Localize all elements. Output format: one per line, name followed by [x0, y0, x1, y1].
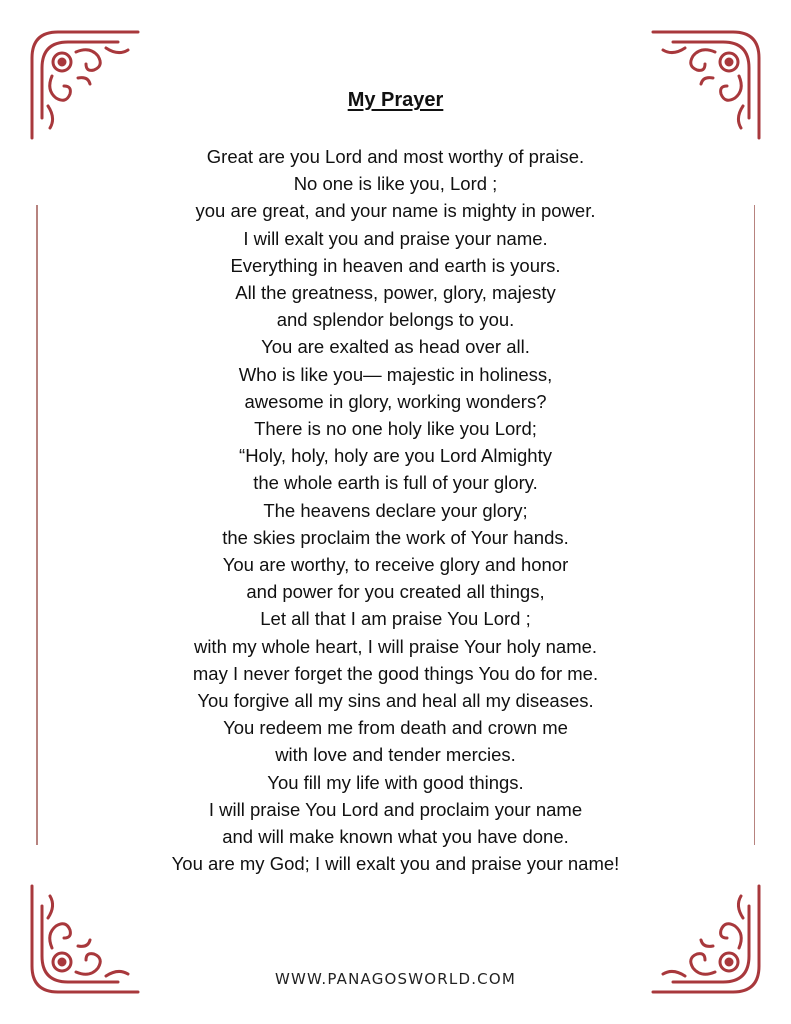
- prayer-line: You forgive all my sins and heal all my diseases.: [197, 690, 594, 712]
- prayer-line: I will exalt you and praise your name.: [243, 227, 548, 249]
- prayer-line: awesome in glory, working wonders?: [244, 390, 547, 412]
- prayer-line: Everything in heaven and earth is yours.: [230, 254, 561, 276]
- prayer-line: Who is like you— majestic in holiness,: [238, 363, 553, 385]
- prayer-line: with my whole heart, I will praise Your holy name.: [193, 635, 598, 657]
- website-footer: WWW.PANAGOSWORLD.COM: [274, 970, 517, 988]
- prayer-line: and power for you created all things,: [246, 581, 545, 603]
- prayer-line: I will praise You Lord and proclaim your name: [208, 798, 583, 820]
- prayer-line: You are worthy, to receive glory and honor: [222, 554, 569, 576]
- prayer-line: You redeem me from death and crown me: [223, 717, 568, 739]
- prayer-line: “Holy, holy, holy are you Lord Almighty: [239, 445, 552, 467]
- prayer-line: the skies proclaim the work of Your hands.: [222, 526, 569, 548]
- prayer-line: The heavens declare your glory;: [263, 499, 528, 521]
- corner-ornament-top-right-icon: [643, 18, 773, 148]
- prayer-line: No one is like you, Lord ;: [293, 173, 498, 195]
- prayer-line: and will make known what you have done.: [222, 826, 569, 848]
- prayer-line: you are great, and your name is mighty in power.: [195, 200, 596, 222]
- corner-ornament-top-left-icon: [18, 18, 148, 148]
- prayer-line: the whole earth is full of your glory.: [253, 472, 538, 494]
- prayer-line: All the greatness, power, glory, majesty: [235, 282, 556, 304]
- prayer-text: [0, 143, 791, 877]
- prayer-line: with love and tender mercies.: [275, 744, 516, 766]
- prayer-line: may I never forget the good things You do for me.: [192, 662, 599, 684]
- prayer-line: Let all that I am praise You Lord ;: [260, 608, 531, 630]
- prayer-line: You are my God; I will exalt you and praise your name!: [171, 853, 620, 875]
- prayer-line: There is no one holy like you Lord;: [254, 418, 537, 440]
- prayer-line: You fill my life with good things.: [267, 771, 524, 793]
- prayer-line: Great are you Lord and most worthy of praise.: [206, 146, 585, 167]
- page-title: My Prayer: [347, 89, 444, 111]
- prayer-line: You are exalted as head over all.: [261, 336, 530, 358]
- prayer-line: and splendor belongs to you.: [276, 309, 515, 331]
